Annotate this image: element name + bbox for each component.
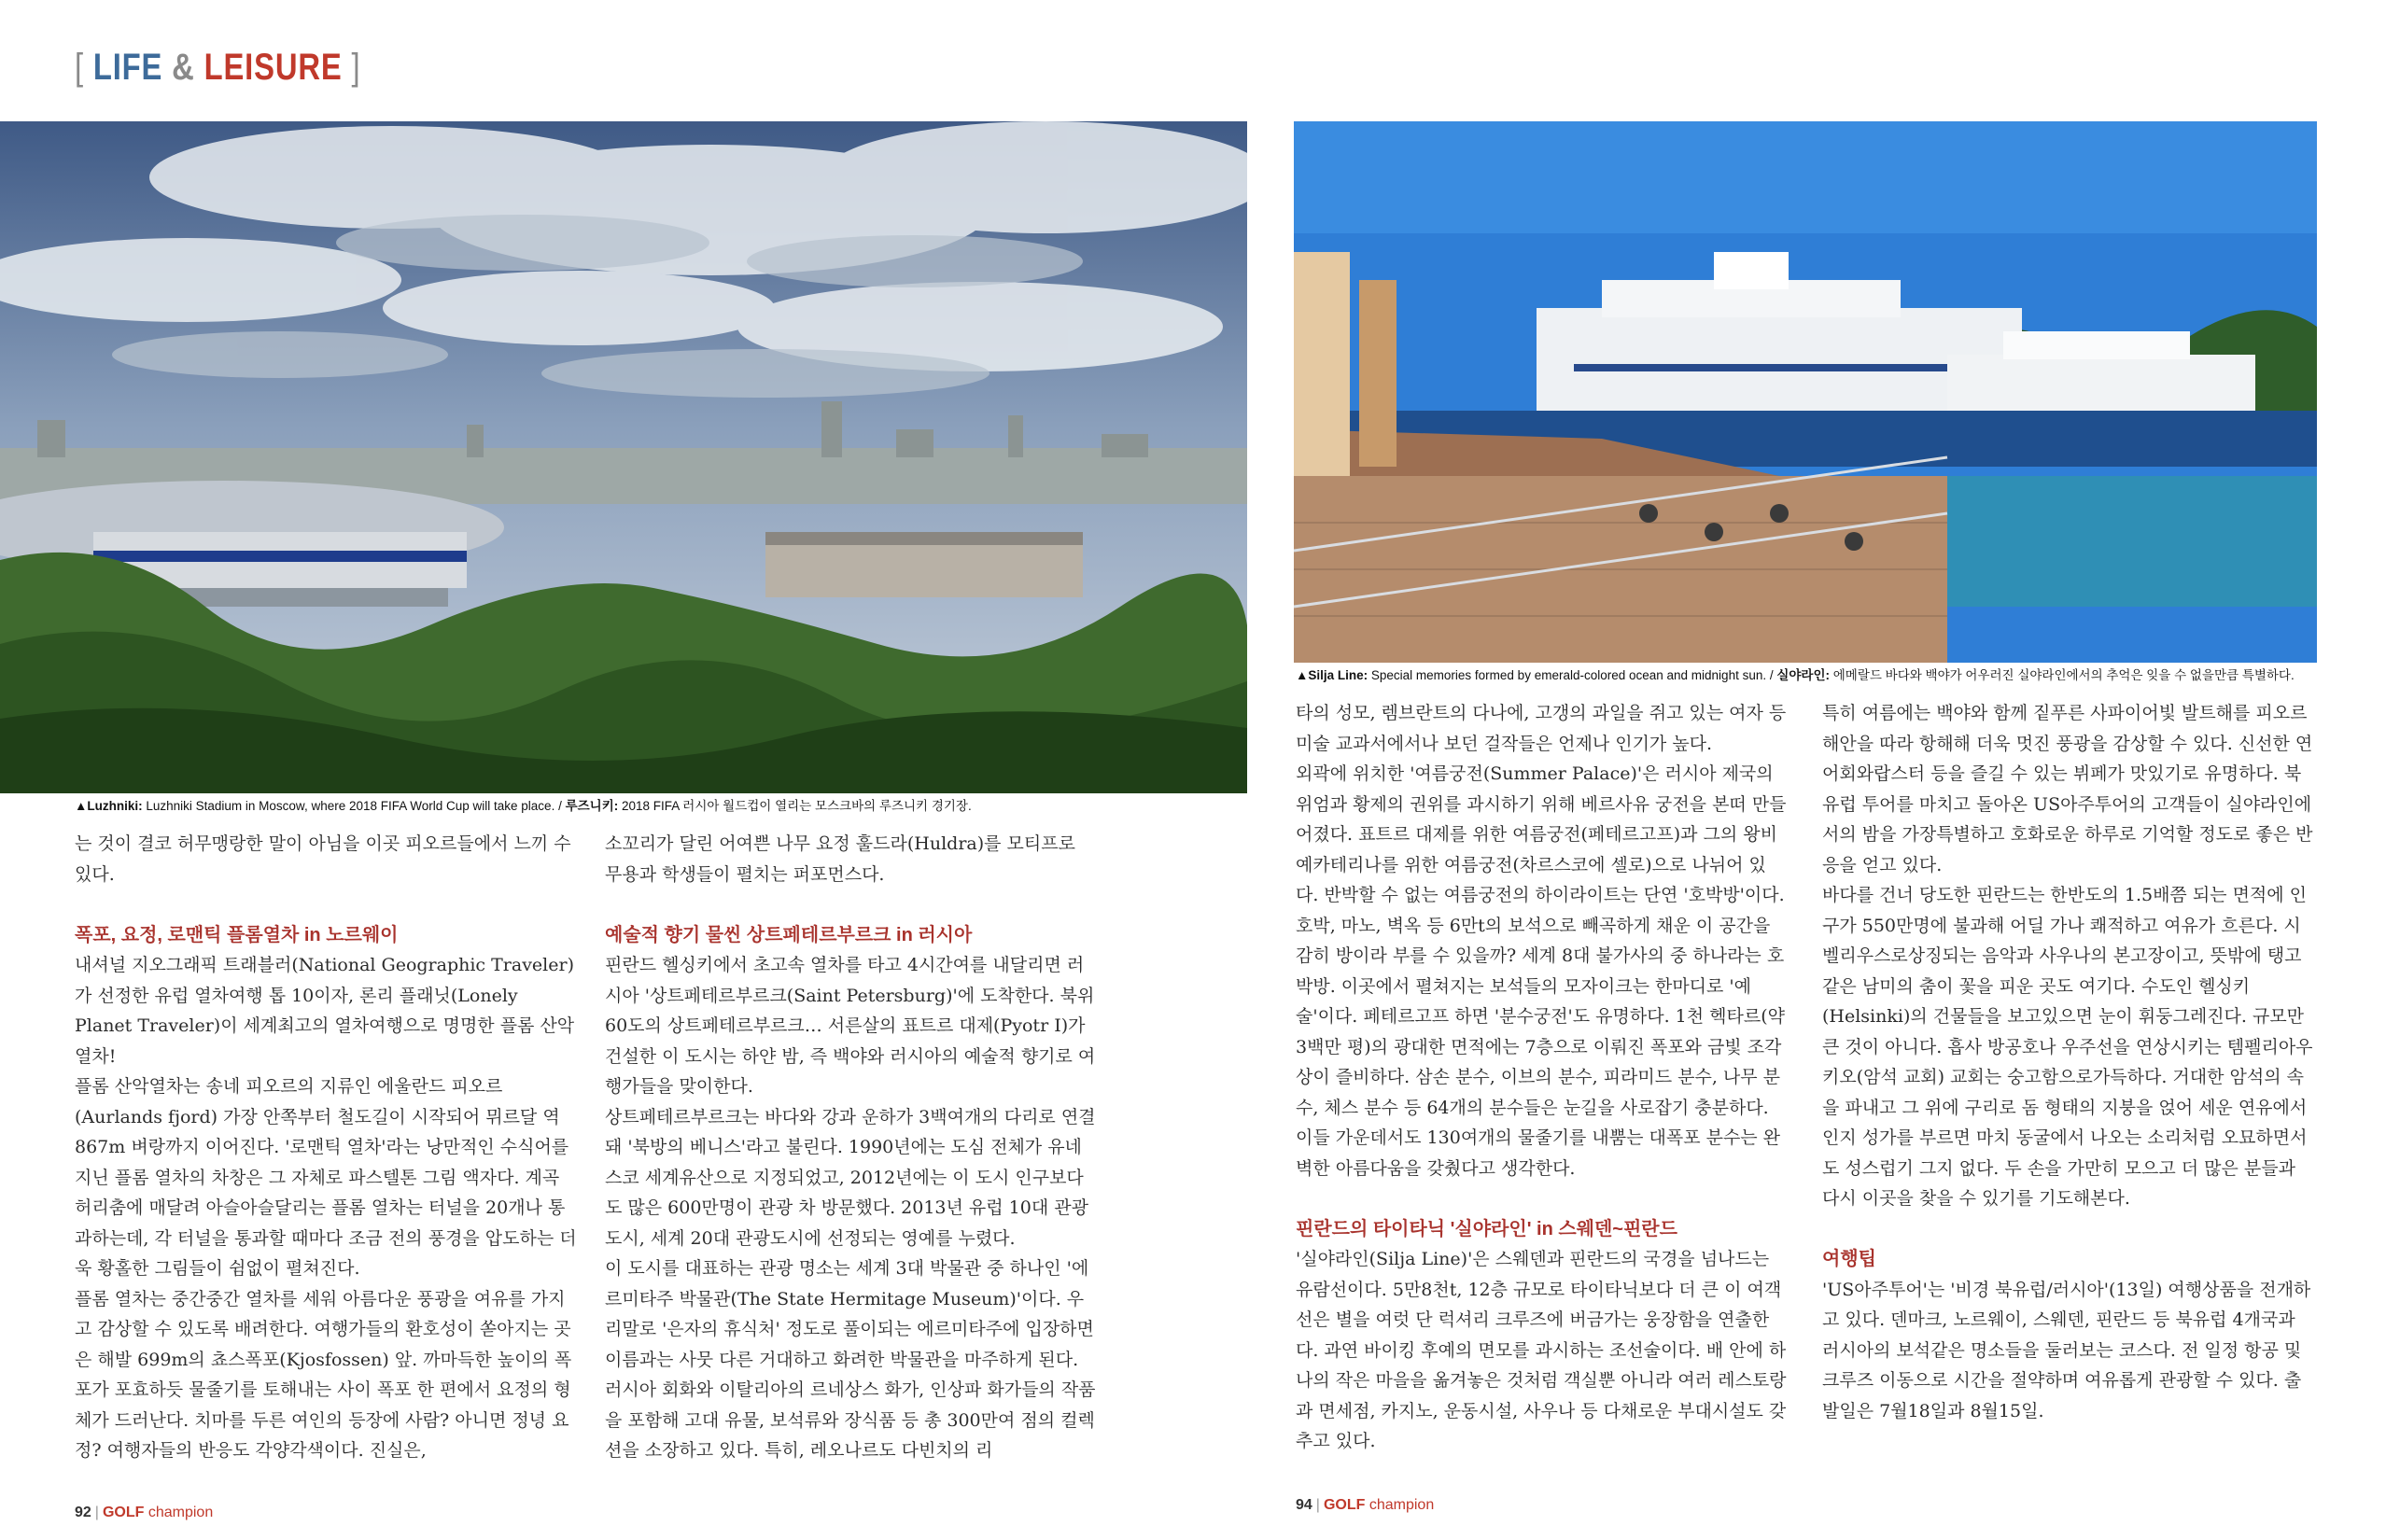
section-tag: [ LIFE & LEISURE ] <box>75 47 361 88</box>
col2-paragraph-1: 소꼬리가 달린 어여쁜 나무 요정 훌드라(Huldra)를 모티프로 무용과 학생들이 펼치는 퍼포먼스다. <box>605 833 1075 885</box>
col1-heading-norway: 폭포, 요정, 로맨틱 플롬열차 in 노르웨이 <box>75 924 399 945</box>
col3-paragraph-2: 외곽에 위치한 '여름궁전(Summer Palace)'은 러시아 제국의 위엄과 황제의 권위를 과시하기 위해 베르사유 궁전을 본떠 만들어졌다. 표트르 대제를 위한 여름궁전(페테르고프)과 그의 왕비 예카테리나를 위한 여름궁전(차르스코에 셀로)으로 나뉘어 있다. 반박할 수 없는 여름궁전의 하이라이트는 단연 '호박방'이다. 호박, 마노, 벽옥 등 6만t의 보석으로 빼곡하게 채운 이 공간을 감히 방이라 부를 수 있을까? 세계 8대 불가사의 중 하나라는 호박방. 이곳에서 펼쳐지는 보석들의 모자이크는 한마디로 '예술'이다. 페테르고프 하면 '분수궁전'도 유명하다. 1천 헥타르(약 3백만 평)의 광대한 면적에는 7층으로 이뤄진 폭포와 금빛 조각상이 즐비하다. 삼손 분수, 이브의 분수, 피라미드 분수, 나무 분수, 체스 분수 등 64개의 분수들은 눈길을 사로잡기 충분하다. 이들 가운데서도 130여개의 물줄기를 내뿜는 대폭포 분수는 완벽한 아름다움을 갖췄다고 생각한다. <box>1296 763 1787 1179</box>
silja-line-caption: ▲Silja Line: Special memories formed by emerald-colored ocean and midnight sun. / 실야라인: 에메랄드 바다와 백야가 어우러진 실야라인에서의 추억은 잊을 수 없을만큼 특별하다. <box>1296 668 2295 682</box>
article-column-2 <box>605 829 1098 1466</box>
col1-paragraph-4: 플롬 열차는 중간중간 열차를 세워 아름다운 풍광을 여유를 가지고 감상할 수 있도록 배려한다. 여행가들의 환호성이 쏟아지는 곳은 해발 699m의 쵸스폭포(Kjosfossen) 앞. 까마득한 높이의 폭포가 포효하듯 물줄기를 토해내는 사이 폭포 한 편에서 요정의 형체가 드러난다. 치마를 두른 여인의 등장에 사람? 아니면 정녕 요정? 여행자들의 반응도 각양각색이다. 진실은, <box>75 1288 572 1461</box>
col2-paragraph-4: 이 도시를 대표하는 관광 명소는 세계 3대 박물관 중 하나인 '에르미타주 박물관(The State Hermitage Museum)'이다. 우리말로 '은자의 휴식처' 정도로 풀이되는 에르미타주에 입장하면 이름과는 사뭇 다른 거대하고 화려한 박물관을 마주하게 된다. 러시아 회화와 이탈리아의 르네상스 화가, 인상파 화가들의 작품을 포함해 고대 유물, 보석류와 장식품 등 총 300만여 점의 컬렉션을 소장하고 있다. 특히, 레오나르도 다빈치의 리 <box>605 1258 1096 1461</box>
col4-paragraph-2: 바다를 건너 당도한 핀란드는 한반도의 1.5배쯤 되는 면적에 인구가 550만명에 불과해 어딜 가나 쾌적하고 여유가 흐른다. 시벨리우스로상징되는 음악과 사우나의 본고장이고, 뜻밖에 탱고 같은 남미의 춤이 꽃을 피운 곳도 여기다. 수도인 헬싱키(Helsinki)의 건물들을 보고있으면 눈이 휘둥그레진다. 규모만 큰 것이 아니다. 흡사 방공호나 우주선을 연상시키는 템펠리아우키오(암석 교회) 교회는 숭고함으로가득하다. 거대한 암석의 속을 파내고 그 위에 구리로 돔 형태의 지붕을 얹어 세운 연유에서인지 성가를 부르면 마치 동굴에서 나오는 소리처럼 오묘하면서도 성스럽기 그지 없다. 두 손을 가만히 모으고 더 많은 분들과 다시 이곳을 찾을 수 있기를 기도해본다. <box>1822 885 2313 1209</box>
col3-heading-silja-line: 핀란드의 타이타닉 '실야라인' in 스웨덴~핀란드 <box>1296 1218 1677 1239</box>
section-word-leisure: LEISURE <box>204 47 343 88</box>
silja-line-photo <box>1294 121 2317 663</box>
col1-paragraph-2: 내셔널 지오그래픽 트래블러(National Geographic Traveler)가 선정한 유럽 열차여행 톱 10이자, 론리 플래닛(Lonely Planet Traveler)이 세계최고의 열차여행으로 명명한 플롬 산악열차! <box>75 955 575 1067</box>
col3-paragraph-3: '실야라인(Silja Line)'은 스웨덴과 핀란드의 국경을 넘나드는 유람선이다. 5만8천t, 12층 규모로 타이타닉보다 더 큰 이 여객선은 별을 여럿 단 럭셔리 크루즈에 버금가는 웅장함을 연출한다. 과연 바이킹 후예의 면모를 과시하는 조선술이다. 배 안에 하나의 작은 마을을 옮겨놓은 것처럼 객실뿐 아니라 여러 레스토랑과 면세점, 카지노, 운동시설, 사우나 등 다채로운 부대시설도 갖추고 있다. <box>1296 1249 1787 1451</box>
col3-paragraph-1: 타의 성모, 렘브란트의 다나에, 고갱의 과일을 쥐고 있는 여자 등 미술 교과서에서나 보던 걸작들은 언제나 인기가 높다. <box>1296 703 1787 754</box>
luzhniki-photo <box>0 121 1247 793</box>
folio-left: 92 | GOLF champion <box>75 1505 214 1520</box>
section-word-life: LIFE <box>92 47 163 88</box>
magazine-brand-left: GOLF <box>102 1505 145 1520</box>
luzhniki-photo-illustration <box>0 121 1247 793</box>
magazine-brand-right: GOLF <box>1323 1497 1366 1513</box>
silja-line-photo-illustration <box>1294 121 2317 663</box>
article-column-1 <box>75 829 577 1466</box>
col2-paragraph-2: 핀란드 헬싱키에서 초고속 열차를 타고 4시간여를 내달리면 러시아 '상트페테르부르크(Saint Petersburg)'에 도착한다. 북위 60도의 상트페테르부르크… 서른살의 표트르 대제(Pyotr Ⅰ)가 건설한 이 도시는 하얀 밤, 즉 백야와 러시아의 예술적 향기로 여행가들을 맞이한다. <box>605 955 1096 1097</box>
col1-paragraph-3: 플롬 산악열차는 송네 피오르의 지류인 에울란드 피오르(Aurlands fjord) 가장 안쪽부터 철도길이 시작되어 뮈르달 역 867m 벼랑까지 이어진다. '로맨틱 열차'라는 낭만적인 수식어를 지닌 플롬 열차의 차창은 그 자체로 파스텔톤 그림 액자다. 계곡 허리춤에 매달려 아슬아슬달리는 플롬 열차는 터널을 20개나 통과하는데, 각 터널을 통과할 때마다 조금 전의 풍경을 압도하는 더욱 황홀한 그림들이 쉼없이 펼쳐진다. <box>75 1076 577 1279</box>
col2-heading-russia: 예술적 향기 물씬 상트페테르부르크 in 러시아 <box>605 924 973 945</box>
article-column-3 <box>1296 698 1789 1457</box>
section-ampersand: & <box>172 47 195 88</box>
folio-right: 94 | GOLF champion <box>1296 1497 1435 1513</box>
page-number-left: 92 <box>75 1505 91 1520</box>
col4-heading-travel-tip: 여행팁 <box>1822 1249 1876 1269</box>
col4-paragraph-3: 'US아주투어'는 '비경 북유럽/러시아'(13일) 여행상품을 전개하고 있다. 덴마크, 노르웨이, 스웨덴, 핀란드 등 북유럽 4개국과 러시아의 보석같은 명소들을 둘러보는 코스다. 전 일정 항공 및 크루즈 이동으로 시간을 절약하며 여유롭게 관광할 수 있다. 출발일은 7월18일과 8월15일. <box>1822 1279 2311 1421</box>
col1-paragraph-1: 는 것이 결코 허무맹랑한 말이 아님을 이곳 피오르들에서 느끼 수 있다. <box>75 833 571 885</box>
col2-paragraph-3: 상트페테르부르크는 바다와 강과 운하가 3백여개의 다리로 연결돼 '북방의 베니스'라고 불린다. 1990년에는 도심 전체가 유네스코 세계유산으로 지정되었고, 2012년에는 이 도시 인구보다도 많은 600만명이 관광 차 방문했다. 2013년 유럽 10대 관광도시, 세계 20대 관광도시에 선정되는 영예를 누렸다. <box>605 1106 1096 1249</box>
article-column-4 <box>1822 698 2317 1426</box>
col4-paragraph-1: 특히 여름에는 백야와 함께 짙푸른 사파이어빛 발트해를 피오르 해안을 따라 항해해 더욱 멋진 풍광을 감상할 수 있다. 신선한 연어회와랍스터 등을 즐길 수 있는 뷔페가 맛있기로 유명하다. 북유럽 투어를 마치고 돌아온 US아주투어의 고객들이 실야라인에서의 밤을 가장특별하고 호화로운 하루로 기억할 정도로 좋은 반응을 얻고 있다. <box>1822 703 2313 875</box>
page-number-right: 94 <box>1296 1497 1312 1513</box>
luzhniki-caption: ▲Luzhniki: Luzhniki Stadium in Moscow, where 2018 FIFA World Cup will take place. / 루즈니키: 2018 FIFA 러시아 월드컵이 열리는 모스크바의 루즈니키 경기장. <box>75 799 972 813</box>
